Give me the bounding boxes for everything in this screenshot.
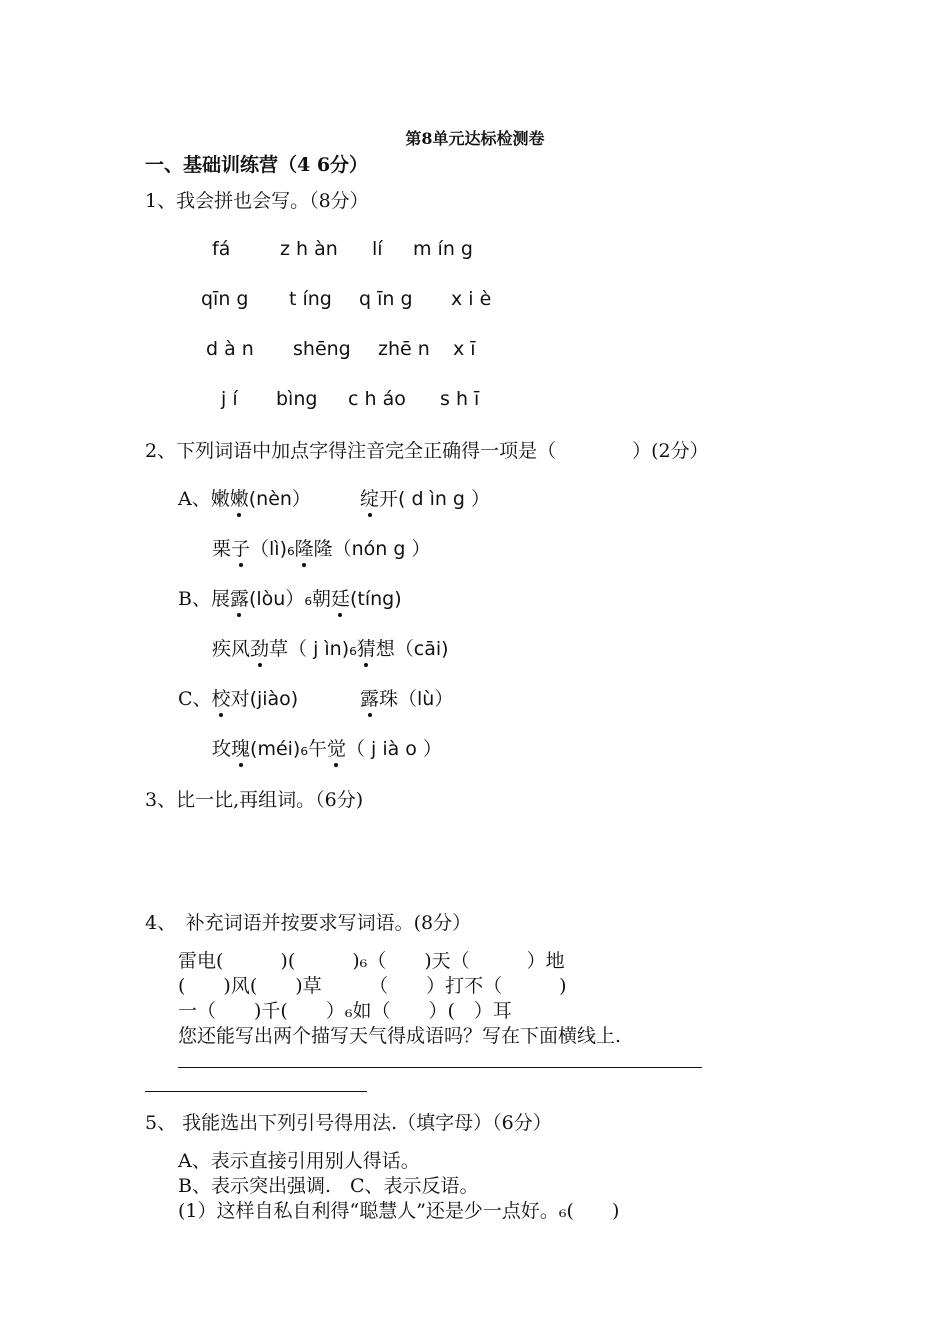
pinyin-cell: fá [212,238,231,260]
pinyin-cell: lí [372,238,383,260]
option-c-line2: 玫瑰(méi)₆午觉（ j ià o ） [212,734,442,761]
q4-line1: 雷电( )( )₆（ )天（ ）地 [178,950,565,972]
q5-option-bc: B、表示突出强调. C、表示反语。 [178,1175,479,1197]
dotted-char: 子 [231,534,250,561]
dotted-char: 嫩 [230,484,249,511]
q4-line4: 您还能写出两个描写天气得成语吗？写在下面横线上. [178,1025,622,1047]
answer-line[interactable] [145,1091,367,1092]
option-b-line2: 疾风劲草（ j ìn)₆猜想（cāi) [212,634,449,661]
pinyin-cell: t íng [289,288,332,310]
dotted-char: 露 [360,684,379,711]
q5-label: 5、 我能选出下列引号得用法.（填字母）（6分） [145,1112,552,1134]
pinyin-cell: shēng [293,338,351,360]
pinyin-cell: zhē n [378,338,430,360]
pinyin-cell: j í [221,388,238,410]
pinyin-cell: x i è [451,288,492,310]
dotted-char: 觉 [327,734,346,761]
option-a-line1: A、嫩嫩(nèn） [178,484,311,511]
q5-item-1: (1）这样自私自利得“聪慧人”还是少一点好。₆( ) [178,1200,620,1222]
q4-line2: ( )风( )草 （ ）打不（ ) [178,975,567,997]
option-a-line2: 栗子（lì)₆隆隆（nón g ） [212,534,431,561]
pinyin-cell: x ī [453,338,476,360]
section-heading: 一、基础训练营（4 6分） [145,154,369,176]
pinyin-cell: d à n [206,338,254,360]
dotted-char: 校 [212,684,231,711]
q5-option-a: A、表示直接引用别人得话。 [178,1150,420,1172]
q4-label: 4、 补充词语并按要求写词语。(8分） [145,912,472,934]
pinyin-cell: m ín g [413,238,473,260]
answer-line[interactable] [178,1067,702,1068]
pinyin-cell: bìng [276,388,318,410]
pinyin-cell: s h ī [440,388,480,410]
dotted-char: 瑰 [231,734,250,761]
page-title: 第8单元达标检测卷 [405,129,545,148]
pinyin-cell: z h àn [280,238,338,260]
q4-line3: 一（ )千( ）₆如（ ）( ）耳 [178,1000,512,1022]
option-c-line1: C、校对(jiào) [178,684,298,711]
dotted-char: 劲 [250,634,269,661]
option-a-word2: 绽开( d ìn g ） [360,484,490,511]
option-b-line1: B、展露(lòu）₆朝廷(tíng) [178,584,402,611]
q1-label: 1、我会拼也会写。（8分） [145,190,369,212]
dotted-char: 猜 [357,634,376,661]
q2-label: 2、下列词语中加点字得注音完全正确得一项是（ ）(2分） [145,440,709,462]
dotted-char: 廷 [331,584,350,611]
dotted-char: 绽 [360,484,379,511]
pinyin-cell: q īn g [359,288,413,310]
pinyin-cell: c h áo [348,388,406,410]
dotted-char: 露 [230,584,249,611]
q3-label: 3、比一比,再组词。（6分) [145,789,364,811]
option-c-word2: 露珠（lù） [360,684,453,711]
pinyin-cell: qīn g [201,288,249,310]
dotted-char: 隆 [295,534,314,561]
